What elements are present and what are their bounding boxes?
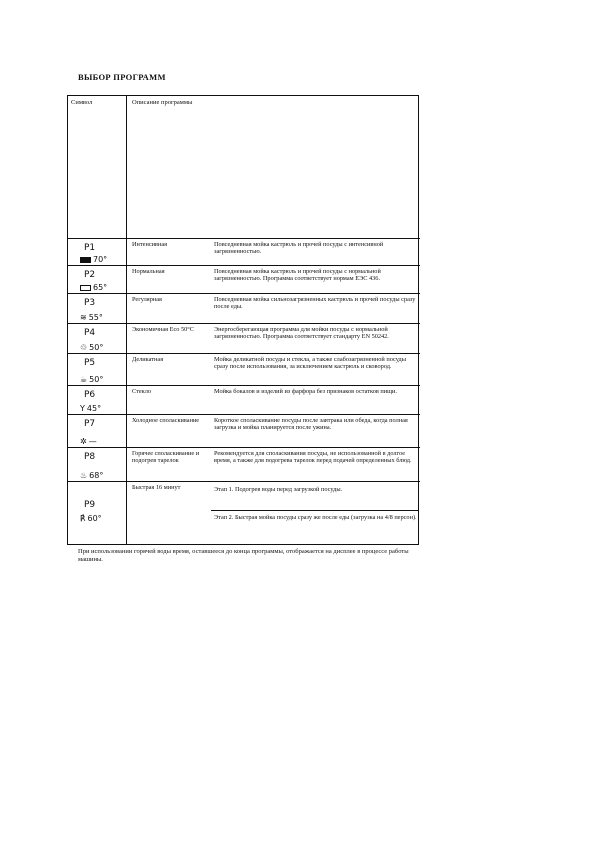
program-description: Мойка деликатной посуды и стекла, а также слабозагрязненной посуды сразу после использования, за исключением кастрюль и сковород. (214, 356, 406, 371)
program-description: Повседневная мойка сильнозагрязненных кастрюль и прочей посуды сразу после еды. (214, 296, 416, 311)
table-row (68, 238, 420, 265)
program-name: Стекло (132, 388, 152, 395)
header-description: Описание программы (132, 99, 193, 106)
table-row (68, 293, 420, 323)
program-name: Деликатная (132, 356, 164, 363)
program-symbol (72, 450, 124, 483)
eco-icon: ♲ 50° (80, 343, 104, 352)
program-description: Энергосберегающая программа для мойки посуды с нормальной загрязненностью. Программа соответствует стандарту EN 50242. (214, 326, 389, 341)
delicate-icon: ☕ 50° (80, 375, 104, 384)
footnote: При использовании горячей воды время, оставшееся до конца программы, отображается на дисплее в процессе работы машины. (78, 548, 409, 563)
program-name: Интенсивная (132, 241, 168, 248)
table-row (68, 353, 420, 385)
program-description-step-2: Этап 2. Быстрая мойка посуды сразу же после еды (загрузка на 4/8 персон). (214, 514, 417, 521)
quick-icon: ℟ 60° (80, 514, 102, 523)
header-symbol: Символ (71, 99, 93, 106)
program-description: Повседневная мойка кастрюль и прочей посуды с интенсивной загрязненностью. (214, 241, 384, 256)
program-name: Экономичная Eco 50°C (132, 326, 194, 333)
program-code: P3 (84, 298, 96, 308)
program-symbol (72, 326, 124, 355)
program-description: Мойка бокалов и изделий из фарфора без признаков остатков пищи. (214, 388, 397, 395)
program-code: P1 (84, 243, 96, 253)
row-divider (211, 510, 418, 511)
program-name: Нормальная (132, 268, 165, 275)
program-name: Горячее споласкивание и подогрев тарелок (132, 450, 200, 464)
program-description-step-1: Этап 1. Подогрев воды перед загрузкой посуды. (214, 486, 343, 493)
table-row (68, 385, 420, 414)
program-name: Регулярная (132, 296, 162, 303)
table-row (68, 265, 420, 293)
regular-icon: ≋ 55° (80, 313, 103, 322)
program-symbol (72, 356, 124, 387)
table-row (68, 323, 420, 353)
program-code: P5 (84, 358, 96, 368)
program-table (67, 95, 419, 545)
program-description: Рекомендуется для споласкивания посуды, не использованной в долгое время, а также для подогрева тарелок перед подачей определенных блюд. (214, 450, 412, 465)
table-row (68, 414, 420, 447)
program-code: P7 (84, 419, 96, 429)
program-name: Быстрая 16 минут (132, 484, 181, 491)
program-code: P9 (84, 500, 96, 510)
hot-rinse-icon: ♨ 68° (80, 471, 104, 480)
program-description: Короткое споласкивание посуды после завтрака или обеда, когда полная загрузка и мойка планируется после ужина. (214, 417, 408, 432)
intensive-icon: 70° (80, 255, 107, 264)
page-title: ВЫБОР ПРОГРАММ (78, 72, 166, 82)
program-description: Повседневная мойка кастрюль и прочей посуды с нормальной загрязненностью. Программа соответствует нормам ЕЭС 436. (214, 268, 381, 283)
table-row (68, 447, 420, 481)
program-symbol (72, 268, 124, 295)
program-code: P8 (84, 452, 96, 462)
program-symbol (72, 417, 124, 449)
glass-icon: Y 45° (80, 404, 102, 413)
program-name: Холодное споласкивание (132, 417, 200, 424)
program-code: P2 (84, 270, 96, 280)
program-symbol (72, 388, 124, 416)
table-row (68, 481, 420, 545)
program-symbol (72, 241, 124, 267)
program-code: P4 (84, 328, 96, 338)
program-code: P6 (84, 390, 96, 400)
program-symbol (72, 296, 124, 325)
cold-rinse-icon: ✲ — (80, 437, 97, 446)
normal-icon: 65° (80, 283, 107, 292)
